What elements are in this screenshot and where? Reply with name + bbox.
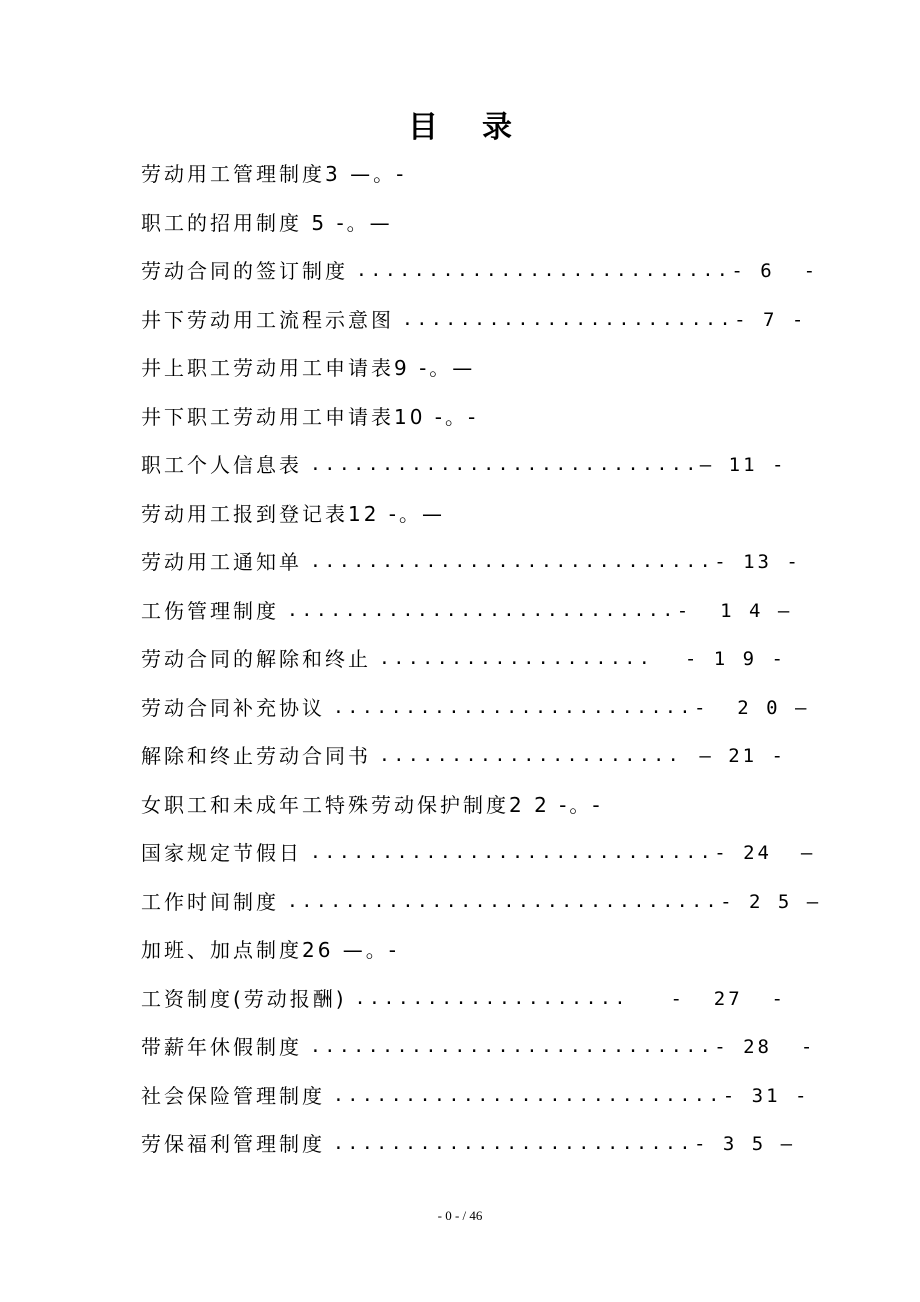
toc-entry-leader: ........................... xyxy=(333,1084,723,1106)
toc-entry[interactable] xyxy=(141,538,801,587)
toc-entry-title: 井上职工劳动用工申请表9 -。— xyxy=(141,356,476,381)
toc-entry[interactable] xyxy=(141,393,786,442)
toc-entry[interactable] xyxy=(141,344,786,393)
toc-entry-title: 国家规定节假日 xyxy=(141,841,302,866)
toc-entry-page: - 13 - xyxy=(714,551,801,574)
toc-entry-page: - 1 9 - xyxy=(684,648,786,671)
toc-entry-title: 解除和终止劳动合同书 xyxy=(141,744,371,769)
toc-entry-leader: ................... xyxy=(354,987,629,1009)
toc-entry-title: 工资制度(劳动报酬) xyxy=(141,986,347,1011)
toc-entry-title: 职工个人信息表 xyxy=(141,453,302,478)
toc-entry-title: 带薪年休假制度 xyxy=(141,1035,302,1060)
toc-entry-leader: .............................. xyxy=(287,890,721,912)
toc-entry[interactable] xyxy=(141,1023,816,1072)
toc-entry-leader: ............................ xyxy=(310,1036,715,1058)
toc-entry-leader: ........................... xyxy=(310,454,700,476)
toc-entry-leader: ............................ xyxy=(310,551,715,573)
toc-entry[interactable] xyxy=(141,975,786,1024)
toc-entry-page: - 7 - xyxy=(734,308,807,331)
toc-entry[interactable] xyxy=(141,732,786,781)
toc-entry-page: - 24 — xyxy=(714,842,816,865)
toc-entry-title: 劳动合同的解除和终止 xyxy=(141,647,371,672)
toc-entry[interactable] xyxy=(141,247,819,296)
toc-entry-leader: ..................... xyxy=(379,745,683,767)
toc-entry-title: 职工的招用制度 5 -。— xyxy=(141,210,393,235)
page-footer xyxy=(0,1207,920,1225)
toc-entry-leader: ........................... xyxy=(287,599,677,621)
toc-entry-leader: ....................... xyxy=(402,308,735,330)
toc-entry[interactable] xyxy=(141,296,807,345)
toc-entry-page: - 6 - xyxy=(731,260,819,283)
toc-entry-title: 加班、加点制度26 —。- xyxy=(141,938,400,963)
toc-entry-title: 劳动用工报到登记表12 -。— xyxy=(141,501,446,526)
toc-entry-title: 劳动用工管理制度3 —。- xyxy=(141,162,407,187)
page-title: 目录 xyxy=(408,110,556,145)
toc-entry[interactable] xyxy=(141,684,810,733)
toc-entry[interactable] xyxy=(141,150,786,199)
toc-entry-page: - 27 - xyxy=(670,987,786,1010)
toc-entry-title: 劳动用工通知单 xyxy=(141,550,302,575)
toc-entry-leader: ............................ xyxy=(310,842,715,864)
toc-entry[interactable] xyxy=(141,829,816,878)
toc-entry-leader: .......................... xyxy=(356,260,732,282)
toc-entry-title: 井下劳动用工流程示意图 xyxy=(141,307,394,332)
toc-entry-page: - 3 5 — xyxy=(693,1133,796,1156)
toc-entry-page: - 28 - xyxy=(714,1036,816,1059)
toc-entry[interactable] xyxy=(141,635,786,684)
toc-entry-title: 工伤管理制度 xyxy=(141,598,279,623)
toc-entry-title: 劳动合同的签订制度 xyxy=(141,259,348,284)
toc-entry-title: 女职工和未成年工特殊劳动保护制度2 2 -。- xyxy=(141,792,603,817)
toc-entry[interactable] xyxy=(141,587,793,636)
toc-entry[interactable] xyxy=(141,490,786,539)
toc-entry-leader: ......................... xyxy=(333,696,694,718)
toc-entry-page: — 11 - xyxy=(699,454,787,477)
toc-entry[interactable] xyxy=(141,781,786,830)
table-of-contents xyxy=(141,150,822,1169)
toc-entry-page: - 31 - xyxy=(722,1084,810,1107)
toc-entry[interactable] xyxy=(141,878,822,927)
toc-entry-page: - 2 0 — xyxy=(693,696,810,719)
page-number-indicator: - 0 - / 46 xyxy=(437,1208,483,1223)
toc-entry[interactable] xyxy=(141,441,786,490)
toc-entry-title: 社会保险管理制度 xyxy=(141,1083,325,1108)
toc-entry-page: - 1 4 — xyxy=(676,599,793,622)
toc-entry-title: 劳保福利管理制度 xyxy=(141,1132,325,1157)
toc-entry-leader: ................... xyxy=(379,648,654,670)
toc-entry-title: 劳动合同补充协议 xyxy=(141,695,325,720)
toc-entry-leader: ......................... xyxy=(333,1133,694,1155)
toc-entry-page: - 2 5 — xyxy=(720,890,822,913)
toc-entry-title: 井下职工劳动用工申请表10 -。- xyxy=(141,404,479,429)
toc-entry-page: — 21 - xyxy=(699,745,786,768)
toc-entry[interactable] xyxy=(141,1120,796,1169)
toc-entry-title: 工作时间制度 xyxy=(141,889,279,914)
toc-entry[interactable] xyxy=(141,1072,810,1121)
toc-entry[interactable] xyxy=(141,199,786,248)
toc-entry[interactable] xyxy=(141,926,786,975)
